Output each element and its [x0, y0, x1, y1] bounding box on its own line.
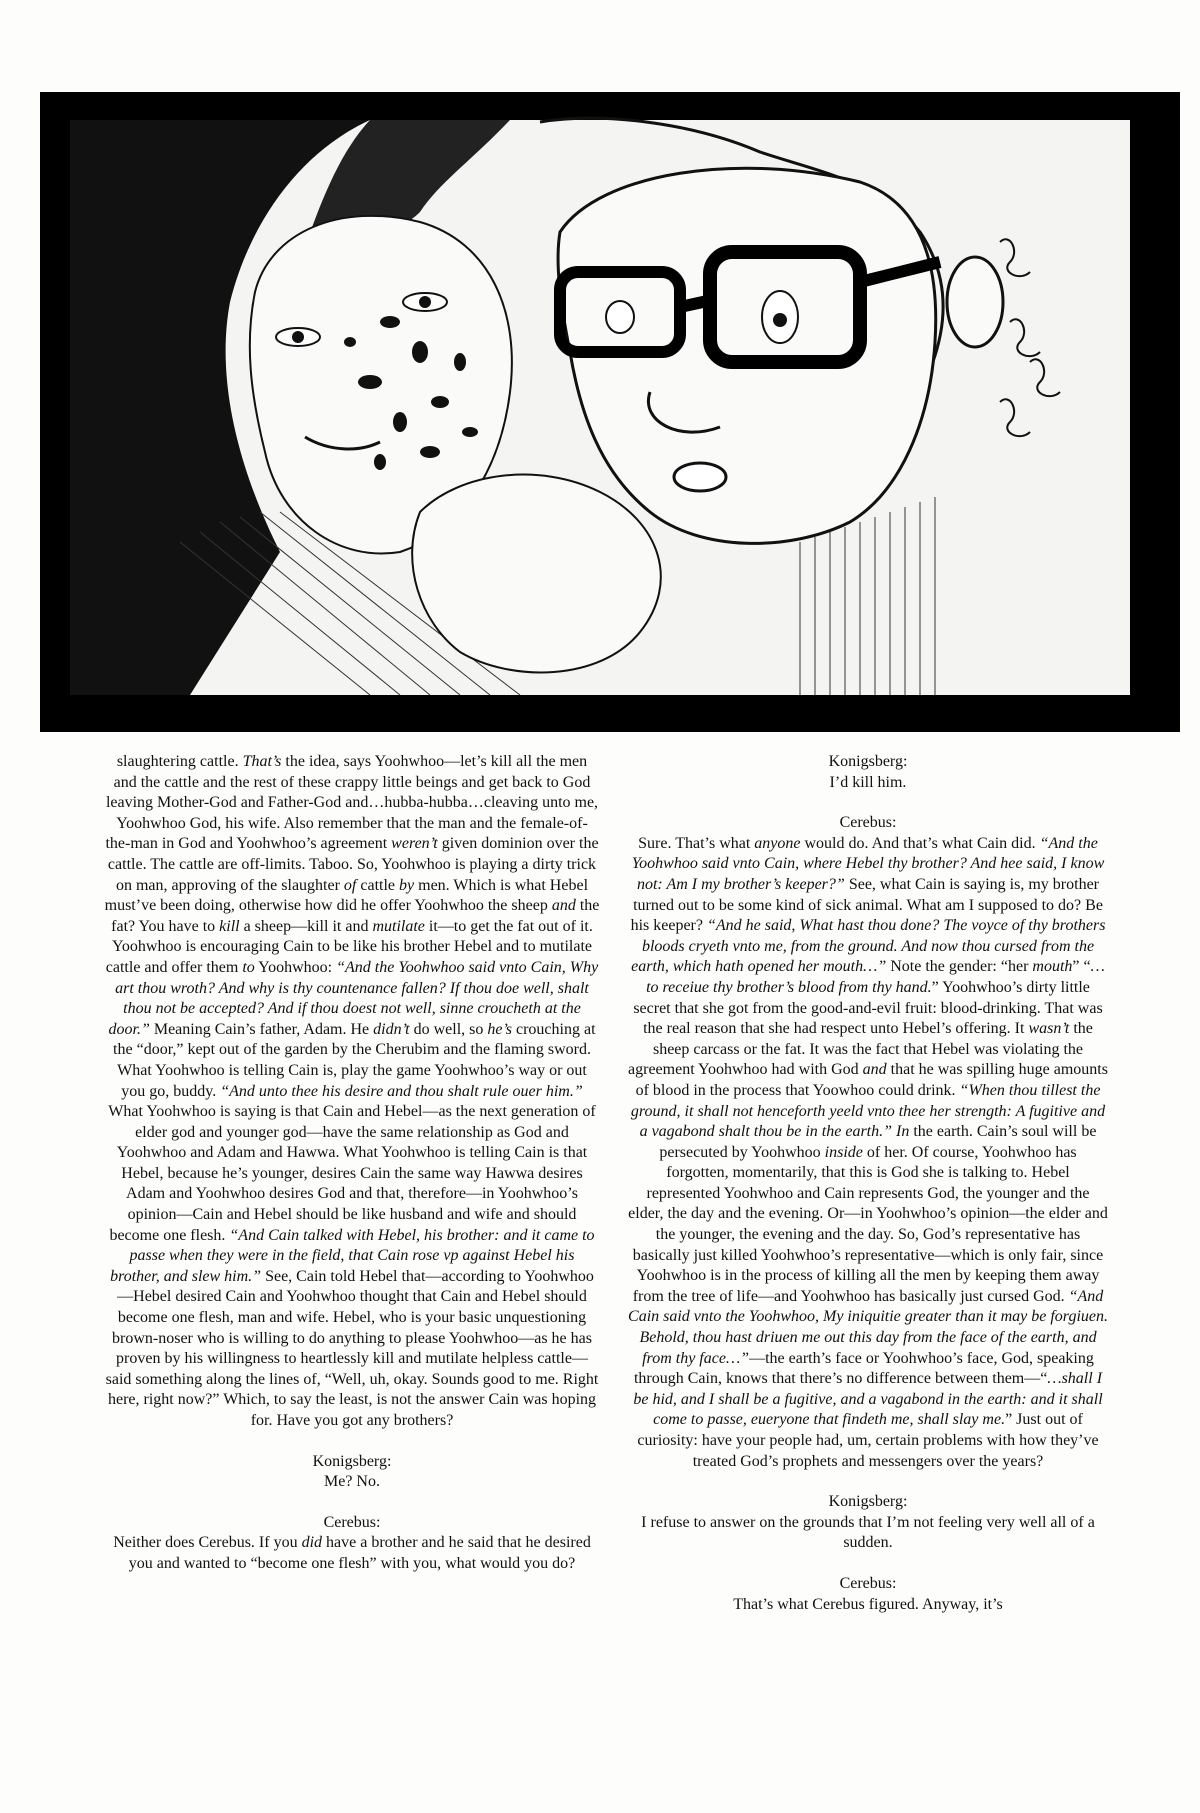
- body-text: have a brother and he said that he desired you and wanted to “become one flesh” with you, what would you do?: [128, 1534, 591, 1572]
- text-paragraph: [628, 813, 1108, 1472]
- body-text: given dominion over the cattle. The cattle are off-limits. Taboo. So, Yoohwhoo is playing a dirty trick on man, approving of the slaughter: [107, 835, 599, 894]
- body-text: That’s what Cerebus figured. Anyway, it’s: [733, 1595, 1003, 1613]
- body-text: Neither does Cerebus. If you: [113, 1534, 302, 1552]
- italic-text: inside: [824, 1143, 863, 1161]
- body-text: the fat? You have to: [111, 897, 600, 935]
- body-text: of her. Of course, Yoohwhoo has forgotten, momentarily, that this is God she is talking to. Hebel represented Yoohwhoo and Cain represents God, the younger and the elder, the day and the evening. Or—in Yoohwhoo’s opinion—the elder and the younger, the evening and the day. So, God’s representative has basically just killed Yoohwhoo’s representative—which is only fair, since Yoohwhoo is in the process of killing all the men by keeping them away from the tree of life—and Yoohwhoo has basically just cursed God.: [628, 1143, 1108, 1305]
- italic-text: and: [862, 1061, 887, 1079]
- speaker-name: Cerebus:: [323, 1513, 381, 1531]
- text-paragraph: [628, 1574, 1108, 1615]
- body-text: men. Which is what Hebel must’ve been doing, otherwise how did he offer Yoohwhoo the sheep: [104, 876, 589, 915]
- speaker-name: Cerebus:: [839, 1574, 897, 1592]
- italic-text: did: [301, 1534, 323, 1552]
- italic-text: “And Cain talked with Hebel, his brother: and it came to passe when they were in the field, that Cain rose vp against Hebel his brother, and slew him.”: [110, 1226, 595, 1285]
- body-text: would do. And that’s what Cain did.: [800, 834, 1040, 852]
- italic-text: mouth: [1032, 958, 1073, 976]
- italic-text: weren’t: [391, 835, 438, 853]
- left-text-column: [104, 752, 600, 1575]
- body-text: Note the gender: “her: [886, 958, 1033, 976]
- body-text: Yoohwhoo:: [254, 958, 337, 976]
- right-text-column: [628, 752, 1108, 1615]
- body-text: the earth. Cain’s soul will be persecuted by Yoohwhoo: [659, 1123, 1097, 1161]
- body-text: See, what Cain is saying is, my brother turned out to be some kind of sick animal. What am I supposed to do? Be his keeper?: [630, 875, 1103, 935]
- text-paragraph: [628, 1492, 1108, 1554]
- comic-panel: [40, 92, 1180, 732]
- text-paragraph: [104, 1513, 600, 1575]
- text-paragraph: [104, 1452, 600, 1493]
- italic-text: That’s: [242, 753, 282, 770]
- italic-text: anyone: [754, 834, 801, 852]
- italic-text: wasn’t: [1028, 1020, 1070, 1038]
- italic-text: “And unto thee his desire and thou shalt rule ouer him.”: [220, 1082, 583, 1100]
- body-text: I refuse to answer on the grounds that I’m not feeling very well all of a sudden.: [641, 1513, 1095, 1552]
- italic-text: he’s: [487, 1020, 512, 1038]
- italic-text: In: [896, 1123, 910, 1141]
- body-text: Meaning Cain’s father, Adam. He: [149, 1020, 374, 1038]
- italic-text: kill: [219, 917, 240, 935]
- body-text: crouching at the “door,” kept out of the garden by the Cherubim and the flaming sword. What Yoohwhoo is telling Cain is, play the game Yoohwhoo’s way or out you go, buddy.: [113, 1020, 596, 1100]
- italic-text: to: [242, 958, 255, 976]
- body-text: Me? No.: [324, 1473, 380, 1491]
- italic-text: …shall I be hid, and I shall be a fugitive, and a vagabond in the earth: and it shall come to passe, eueryone that findeth me, shall slay me.: [633, 1370, 1103, 1429]
- body-text: See, Cain told Hebel that—according to Yoohwhoo—Hebel desired Cain and Yoohwhoo thought that Cain and Hebel should become one flesh, man and wife. Hebel, who is your basic unquestioning brown-noser who is willing to do anything to please Yoohwhoo—as he has proven by his willingness to heartlessly kill and mutilate helpless cattle—said something along the lines of, “Well, uh, okay. Sounds good to me. Right here, right now?” Which, to say the least, is not the answer Cain was hoping for. Have you got any brothers?: [105, 1267, 599, 1429]
- body-text: What Yoohwhoo is saying is that Cain and Hebel—as the next generation of elder god and younger god—have the same relationship as God and Yoohwhoo and Adam and Hawwa. What Yoohwhoo is telling Cain is that Hebel, because he’s younger, desires Cain the same way Hawwa desires Adam and Yoohwhoo desires God and that, therefore—in Yoohwhoo’s opinion—Cain and Hebel should be like husband and wife and should become one flesh.: [108, 1103, 596, 1244]
- body-text: ” “: [1072, 958, 1091, 976]
- body-text: the idea, says Yoohwhoo—let’s kill all the men and the cattle and the rest of these crappy little beings and get back to God leaving Mother-God and Father-God and…hubba-hubba…cleaving unto me, Yoohwhoo God, his wife. Also remember that the man and the female-of-the-man in God and Yoohwhoo’s agreement: [105, 753, 599, 853]
- italic-text: mutilate: [372, 917, 425, 935]
- italic-text: “And the Yoohwhoo said vnto Cain, where Hebel thy brother? And hee said, I know not: Am I my brother’s keeper?”: [631, 834, 1105, 893]
- speaker-name: Cerebus:: [839, 814, 897, 832]
- italic-text: by: [399, 876, 415, 894]
- body-text: ” Just out of curiosity: have your people had, um, certain problems with how they’ve treated God’s prophets and messengers over the years?: [637, 1411, 1099, 1470]
- body-text: that he was spilling huge amounts of blood in the process that Yoowhoo could drink.: [635, 1061, 1108, 1099]
- body-text: ” Yoohwhoo’s dirty little secret that she got from the good-and-evil fruit: blood-drinking. That was the real reason that she had respect unto Hebel’s offering. It: [633, 978, 1103, 1038]
- body-text: —the earth’s face or Yoohwhoo’s face, God, speaking through Cain, knows that there’s no difference between them—“: [633, 1349, 1094, 1388]
- body-text: cattle: [356, 876, 400, 894]
- body-text: a sheep—kill it and: [239, 917, 373, 935]
- italic-text: “When thou tillest the ground, it shall not henceforth yeeld vnto thee her strength: A fugitive and a vagabond shalt thou be in the earth.”: [630, 1081, 1106, 1141]
- comic-panel-illustration-icon: [40, 92, 1180, 732]
- speaker-name: Konigsberg:: [312, 1452, 392, 1470]
- speaker-name: Konigsberg:: [828, 1493, 908, 1511]
- body-text: slaughtering cattle.: [116, 753, 243, 770]
- body-text: the sheep carcass or the fat. It was the fact that Hebel was violating the agreement Yoohwhoo had with God: [628, 1020, 1093, 1079]
- text-paragraph: [628, 752, 1108, 793]
- body-text: do well, so: [409, 1020, 488, 1038]
- speaker-name: Konigsberg:: [828, 753, 908, 770]
- italic-text: “And Cain said vnto the Yoohwhoo, My iniquitie greater than it may be forgiuen. Behold, thou hast driuen me out this day from the face of the earth, and from thy face…”: [628, 1287, 1108, 1367]
- body-text: Sure. That’s what: [638, 834, 755, 852]
- body-text: it—to get the fat out of it. Yoohwhoo is encouraging Cain to be like his brother Hebel and to mutilate cattle and offer them: [105, 917, 593, 976]
- italic-text: “And the Yoohwhoo said vnto Cain, Why art thou wroth? And why is thy countenance fallen? If thou doe well, shalt thou not be accepted? And if thou doest not well, sinne croucheth at the door.”: [108, 958, 599, 1038]
- text-paragraph: [104, 752, 600, 1432]
- italic-text: “And he said, What hast thou done? The voyce of thy brothers bloods cryeth vnto me, from the ground. And now thou cursed from the earth, which hath opened her mouth…”: [631, 917, 1106, 976]
- italic-text: didn’t: [373, 1020, 410, 1038]
- italic-text: of: [343, 876, 357, 894]
- body-text: I’d kill him.: [829, 773, 907, 791]
- italic-text: and: [551, 897, 576, 915]
- italic-text: …to receiue thy brother’s blood from thy hand.: [646, 958, 1105, 996]
